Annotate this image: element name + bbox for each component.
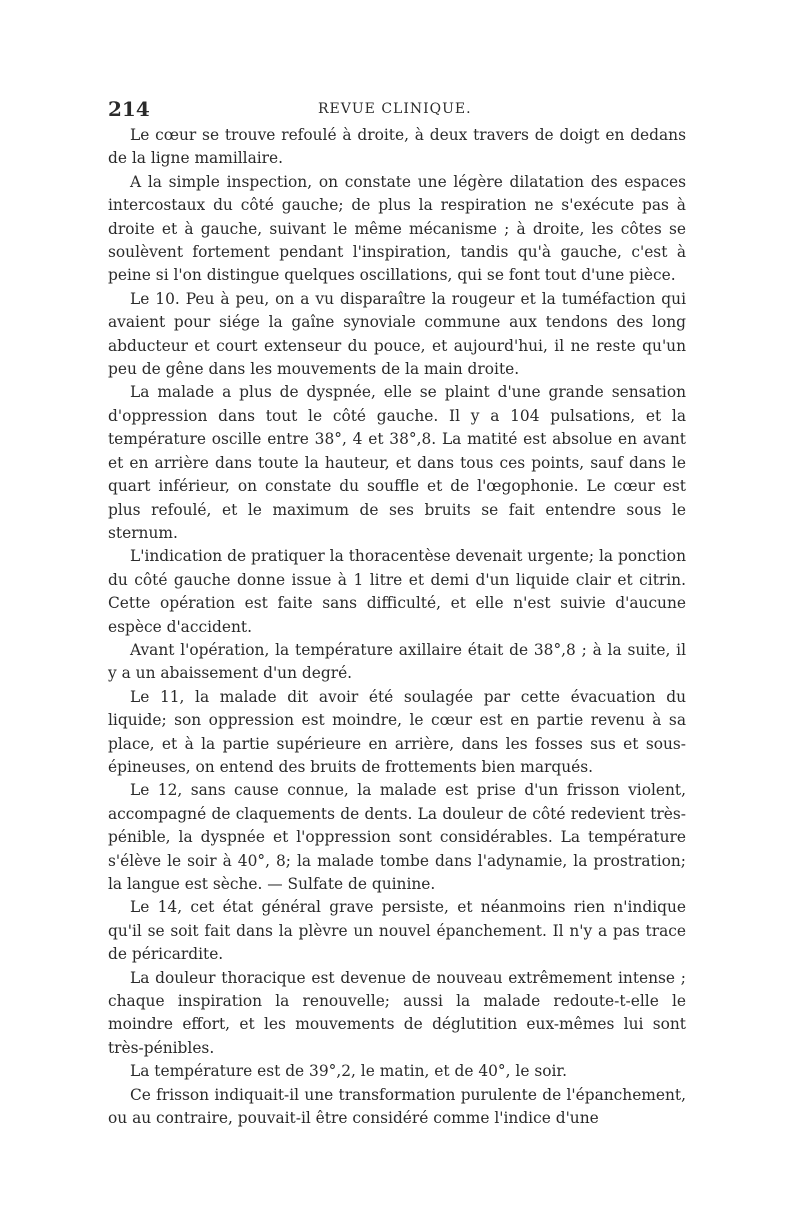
paragraph: Le cœur se trouve refoulé à droite, à deux travers de doigt en dedans de la ligne mamillaire. bbox=[108, 126, 686, 168]
document-page bbox=[108, 96, 686, 1130]
paragraph: Le 10. Peu à peu, on a vu disparaître la rougeur et la tuméfaction qui avaient pour siége la gaîne synoviale commune aux tendons des long abducteur et court extenseur du pouce, et aujourd'hui, il ne reste qu'un peu de gêne dans les mouvements de la main droite. bbox=[108, 289, 686, 379]
page-number: 214 bbox=[108, 97, 150, 121]
running-title: REVUE CLINIQUE. bbox=[318, 101, 472, 117]
paragraph: Le 14, cet état général grave persiste, et néanmoins rien n'indique qu'il se soit fait dans la plèvre un nouvel épanchement. Il n'y a pas trace de péricardite. bbox=[108, 898, 686, 964]
paragraph: La température est de 39°,2, le matin, et de 40°, le soir. bbox=[130, 1062, 567, 1081]
paragraph: Ce frisson indiquait-il une transformation purulente de l'épanchement, ou au contraire, pouvait-il être considéré comme l'indice d'une bbox=[108, 1085, 686, 1128]
body-text bbox=[108, 124, 686, 1130]
paragraph: Le 11, la malade dit avoir été soulagée par cette évacuation du liquide; son oppression est moindre, le cœur est en partie revenu à sa place, et à la partie supérieure en arrière, dans les fosses sus et sous-épineuses, on entend des bruits de frottements bien marqués. bbox=[108, 687, 686, 776]
paragraph: Le 12, sans cause connue, la malade est prise d'un frisson violent, accompagné de claquements de dents. La douleur de côté redevient très-pénible, la dyspnée et l'oppression sont considérables. La température s'élève le soir à 40°, 8; la malade tombe dans l'adynamie, la prostration; la langue est sèche. — Sulfate de quinine. bbox=[108, 781, 686, 893]
paragraph: La malade a plus de dyspnée, elle se plaint d'une grande sensation d'oppression dans tout le côté gauche. Il y a 104 pulsations, et la température oscille entre 38°, 4 et 38°,8. La matité est absolue en avant et en arrière dans toute la hauteur, et dans tous ces points, sauf dans le quart inférieur, on constate du souffle et de l'œgophonie. Le cœur est plus refoulé, et le maximum de ses bruits se fait entendre sous le sternum. bbox=[108, 383, 686, 542]
running-head bbox=[108, 96, 686, 122]
paragraph: La douleur thoracique est devenue de nouveau extrêmement intense ; chaque inspiration la renouvelle; aussi la malade redoute-t-elle le moindre effort, et les mouvements de déglutition eux-mêmes lui sont très-pénibles. bbox=[108, 968, 686, 1057]
paragraph: Avant l'opération, la température axillaire était de 38°,8 ; à la suite, il y a un abaissement d'un degré. bbox=[108, 640, 686, 683]
paragraph: L'indication de pratiquer la thoracentèse devenait urgente; la ponction du côté gauche donne issue à 1 litre et demi d'un liquide clair et citrin. Cette opération est faite sans difficulté, et elle n'est suivie d'aucune espèce d'accident. bbox=[108, 547, 686, 636]
paragraph: A la simple inspection, on constate une légère dilatation des espaces intercostaux du côté gauche; de plus la respiration ne s'exécute pas à droite et à gauche, suivant le même mécanisme ; à droite, les côtes se soulèvent fortement pendant l'inspiration, tandis qu'à gauche, c'est à peine si l'on distingue quelques oscillations, qui se font tout d'une pièce. bbox=[108, 172, 686, 285]
